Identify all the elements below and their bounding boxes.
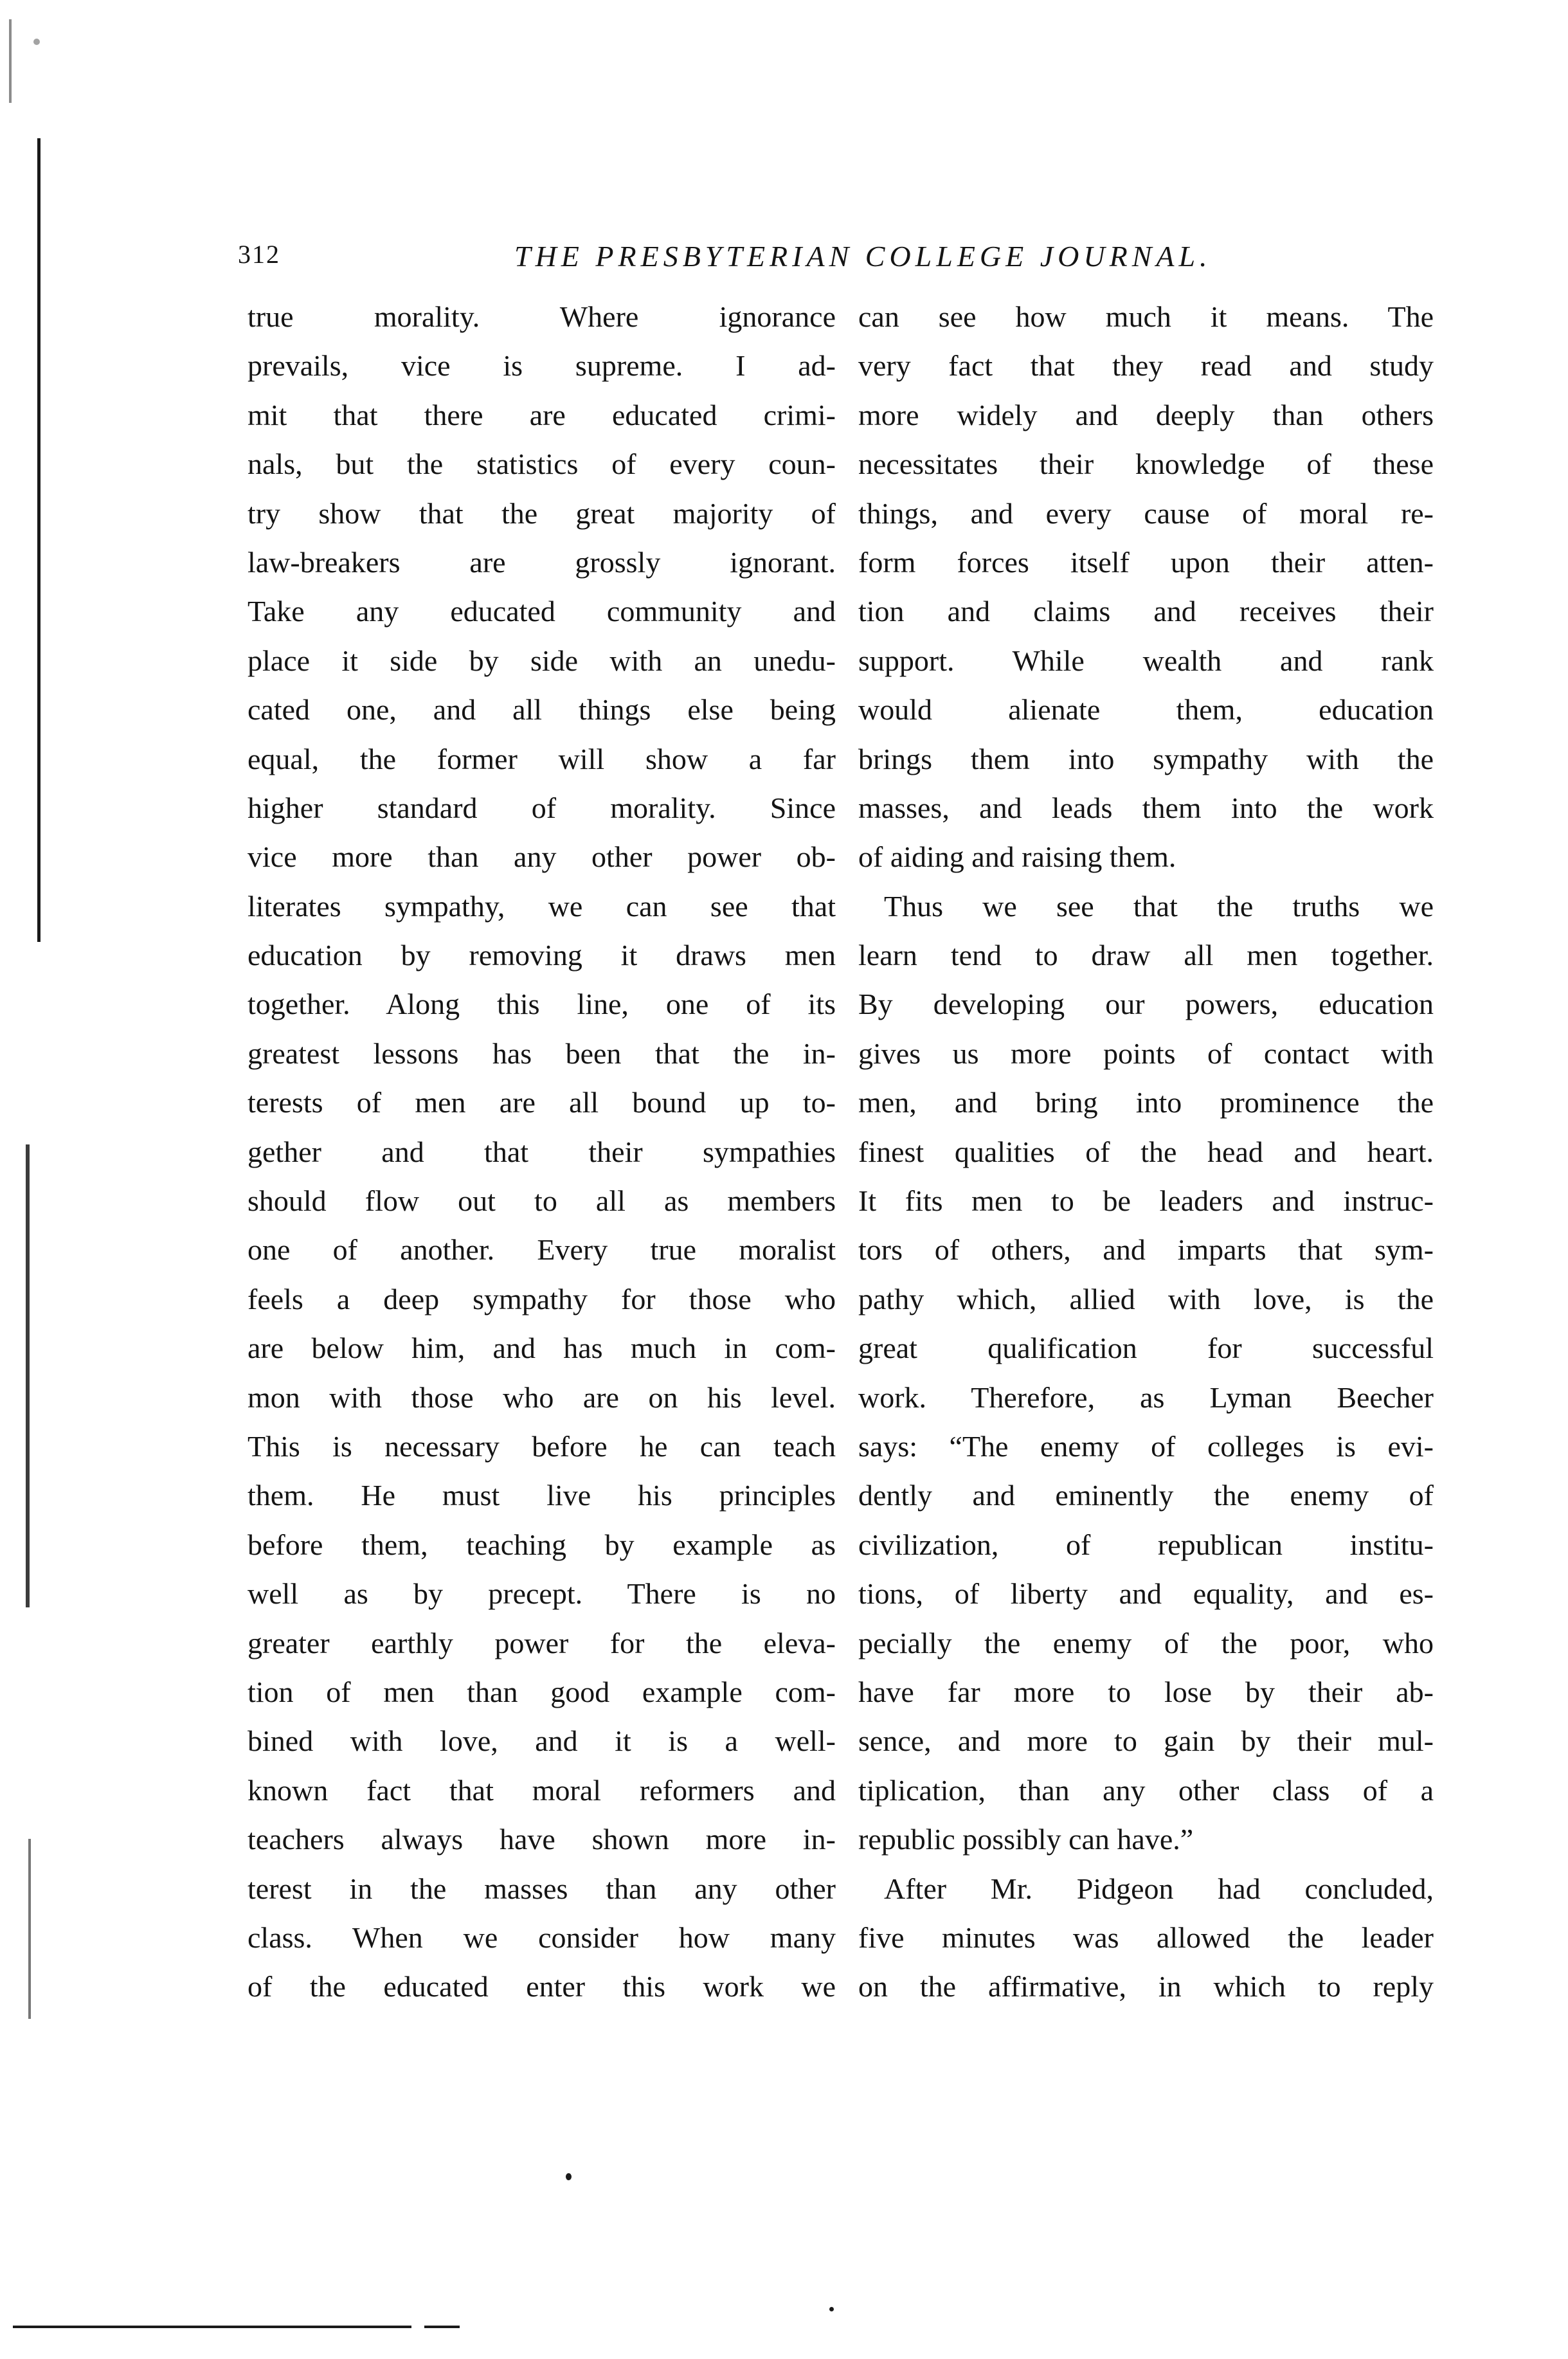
text-line: bined with love, and it is a well- bbox=[248, 1724, 836, 1758]
text-line: feels a deep sympathy for those who bbox=[248, 1282, 836, 1315]
text-column-left bbox=[248, 293, 836, 2012]
text-line: mit that there are educated crimi- bbox=[248, 398, 836, 431]
text-line: It fits men to be leaders and instruc- bbox=[858, 1184, 1434, 1218]
text-line: cated one, and all things else being bbox=[248, 693, 836, 727]
text-line: pecially the enemy of the poor, who bbox=[858, 1626, 1434, 1659]
scan-edge-mark bbox=[26, 1144, 30, 1607]
text-column-right bbox=[858, 293, 1434, 2012]
ink-speck bbox=[829, 2307, 834, 2311]
text-line: brings them into sympathy with the bbox=[858, 742, 1434, 775]
journal-title: THE PRESBYTERIAN COLLEGE JOURNAL. bbox=[514, 240, 1212, 273]
text-line: should flow out to all as members bbox=[248, 1184, 836, 1218]
text-line: mon with those who are on his level. bbox=[248, 1380, 836, 1414]
text-line: pathy which, allied with love, is the bbox=[858, 1282, 1434, 1315]
text-line: form forces itself upon their atten- bbox=[858, 545, 1434, 579]
text-line: necessitates their knowledge of these bbox=[858, 447, 1434, 481]
text-line: equal, the former will show a far bbox=[248, 742, 836, 775]
text-line: tion and claims and receives their bbox=[858, 595, 1434, 628]
text-line: tions, of liberty and equality, and es- bbox=[858, 1577, 1434, 1611]
text-line: can see how much it means. The bbox=[858, 300, 1434, 333]
text-line: tion of men than good example com- bbox=[248, 1675, 836, 1708]
text-line: class. When we consider how many bbox=[248, 1921, 836, 1954]
text-line: are below him, and has much in com- bbox=[248, 1332, 836, 1365]
scan-edge-mark bbox=[9, 19, 12, 103]
text-line: law-breakers are grossly ignorant. bbox=[248, 545, 836, 579]
text-line: learn tend to draw all men together. bbox=[858, 939, 1434, 972]
text-line: prevails, vice is supreme. I ad- bbox=[248, 349, 836, 383]
bottom-rule bbox=[13, 2326, 411, 2328]
text-line: terests of men are all bound up to- bbox=[248, 1086, 836, 1119]
text-line: would alienate them, education bbox=[858, 693, 1434, 727]
text-line: dently and eminently the enemy of bbox=[858, 1479, 1434, 1512]
text-line: tiplication, than any other class of a bbox=[858, 1773, 1434, 1807]
text-line: Thus we see that the truths we bbox=[884, 889, 1434, 923]
running-head bbox=[238, 239, 1446, 284]
text-line: try show that the great majority of bbox=[248, 496, 836, 530]
text-line: higher standard of morality. Since bbox=[248, 791, 836, 824]
text-line: After Mr. Pidgeon had concluded, bbox=[884, 1872, 1434, 1905]
text-line: This is necessary before he can teach bbox=[248, 1429, 836, 1463]
text-line: sence, and more to gain by their mul- bbox=[858, 1724, 1434, 1758]
text-line: more widely and deeply than others bbox=[858, 398, 1434, 431]
text-line: By developing our powers, education bbox=[858, 988, 1434, 1021]
text-line: work. Therefore, as Lyman Beecher bbox=[858, 1380, 1434, 1414]
text-line: well as by precept. There is no bbox=[248, 1577, 836, 1611]
text-line: vice more than any other power ob- bbox=[248, 840, 836, 874]
text-line: them. He must live his principles bbox=[248, 1479, 836, 1512]
text-line: teachers always have shown more in- bbox=[248, 1823, 836, 1856]
text-line: five minutes was allowed the leader bbox=[858, 1921, 1434, 1954]
text-line: before them, teaching by example as bbox=[248, 1528, 836, 1561]
text-line: things, and every cause of moral re- bbox=[858, 496, 1434, 530]
text-line: says: “The enemy of colleges is evi- bbox=[858, 1429, 1434, 1463]
ink-speck bbox=[566, 2173, 572, 2180]
text-line: known fact that moral reformers and bbox=[248, 1773, 836, 1807]
text-line: greater earthly power for the eleva- bbox=[248, 1626, 836, 1659]
bottom-rule bbox=[424, 2326, 460, 2328]
text-line: gether and that their sympathies bbox=[248, 1135, 836, 1168]
text-line: tors of others, and imparts that sym- bbox=[858, 1233, 1434, 1267]
text-line: very fact that they read and study bbox=[858, 349, 1434, 383]
text-line: support. While wealth and rank bbox=[858, 644, 1434, 677]
text-line: one of another. Every true moralist bbox=[248, 1233, 836, 1267]
text-line: nals, but the statistics of every coun- bbox=[248, 447, 836, 481]
page-number: 312 bbox=[238, 240, 280, 269]
text-line: of the educated enter this work we bbox=[248, 1970, 836, 2003]
text-line: on the affirmative, in which to reply bbox=[858, 1970, 1434, 2003]
text-line: civilization, of republican institu- bbox=[858, 1528, 1434, 1561]
text-line: gives us more points of contact with bbox=[858, 1036, 1434, 1070]
text-line: of aiding and raising them. bbox=[858, 840, 1176, 874]
text-line: literates sympathy, we can see that bbox=[248, 889, 836, 923]
text-line: greatest lessons has been that the in- bbox=[248, 1036, 836, 1070]
scan-edge-mark bbox=[28, 1839, 31, 2019]
text-line: terest in the masses than any other bbox=[248, 1872, 836, 1905]
text-line: true morality. Where ignorance bbox=[248, 300, 836, 333]
text-line: Take any educated community and bbox=[248, 595, 836, 628]
text-line: together. Along this line, one of its bbox=[248, 988, 836, 1021]
text-line: republic possibly can have.” bbox=[858, 1823, 1194, 1856]
text-line: have far more to lose by their ab- bbox=[858, 1675, 1434, 1708]
scan-edge-mark bbox=[33, 39, 40, 45]
scan-edge-mark bbox=[37, 138, 41, 942]
text-line: masses, and leads them into the work bbox=[858, 791, 1434, 824]
text-line: place it side by side with an unedu- bbox=[248, 644, 836, 677]
text-line: great qualification for successful bbox=[858, 1332, 1434, 1365]
text-line: finest qualities of the head and heart. bbox=[858, 1135, 1434, 1168]
text-line: education by removing it draws men bbox=[248, 939, 836, 972]
text-line: men, and bring into prominence the bbox=[858, 1086, 1434, 1119]
